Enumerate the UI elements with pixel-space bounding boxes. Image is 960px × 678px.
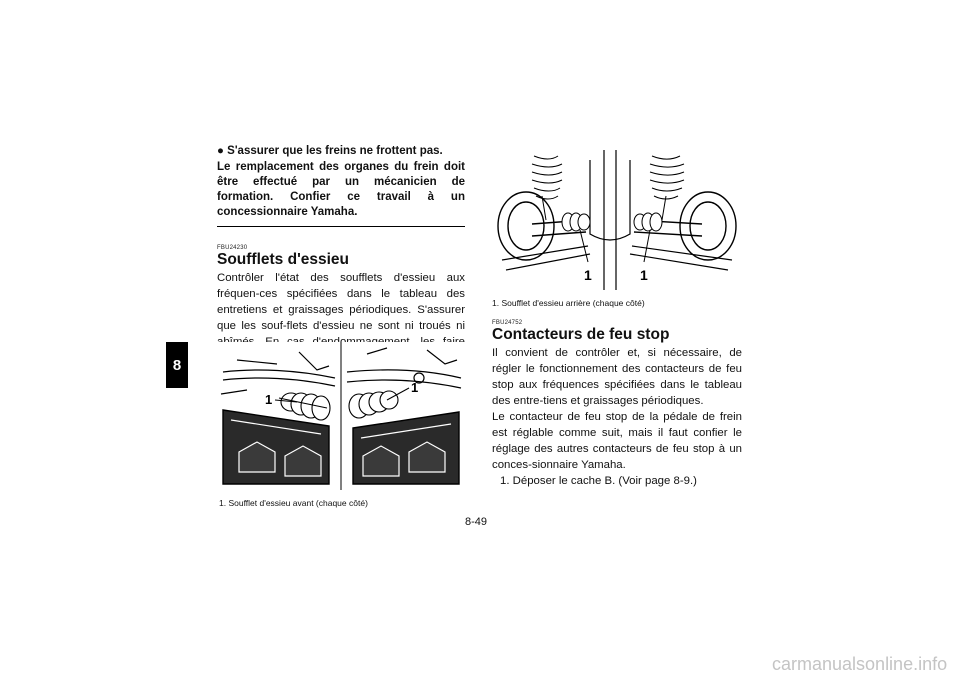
section-heading-2: Contacteurs de feu stop xyxy=(492,326,670,343)
left-column xyxy=(217,144,465,366)
section-paragraph: Contrôler l'état des soufflets d'essieu aux fréquen-ces spécifiées dans le tableau des entretiens et graissages périodiques. S'assurer que les souf-flets d'essieu ne sont ni troués ni xyxy=(217,272,465,332)
chapter-tab: 8 xyxy=(166,342,188,388)
warning-text: Le remplacement des organes du frein doit être effectué par un mécanicien de formation. Confier ce travail à un concessionnaire Yamaha. xyxy=(217,161,465,218)
rear-boot-drawing xyxy=(492,150,742,290)
divider xyxy=(217,226,465,227)
front-boot-drawing xyxy=(217,342,465,490)
section-heading: Soufflets d'essieu xyxy=(217,251,350,268)
bullet-item xyxy=(217,144,465,159)
front-callout-left: 1 xyxy=(265,392,273,407)
section-paragraph-2a: Il convient de contrôler et, si nécessaire, de régler le fonctionnement des contacteurs de feu stop aux fréquences spécifiées dans le tableau des entre-tiens et graissages périodiques. xyxy=(492,347,742,407)
front-callout-right: 1 xyxy=(411,380,419,395)
front-boot-caption: 1. Soufflet d'essieu avant (chaque côté) xyxy=(219,498,368,508)
bullet-text: S'assurer que les freins ne frottent pas. xyxy=(227,145,443,157)
bullet-icon: ● xyxy=(217,145,224,157)
right-column xyxy=(492,320,742,489)
rear-callout-right: 1 xyxy=(640,267,648,283)
step-1: 1. Déposer le cache B. (Voir page 8-9.) xyxy=(500,475,697,487)
rear-callout-left: 1 xyxy=(584,267,592,283)
front-axle-boot-illustration xyxy=(217,342,465,490)
page-number: 8-49 xyxy=(465,516,488,528)
section-code-2: FBU24752 xyxy=(492,320,523,326)
rear-axle-boot-illustration xyxy=(492,150,742,290)
section-code: FBU24230 xyxy=(217,245,248,251)
rear-boot-caption: 1. Soufflet d'essieu arrière (chaque côté) xyxy=(492,298,645,308)
watermark: carmanualsonline.info xyxy=(772,654,948,674)
section-paragraph-2b: Le contacteur de feu stop de la pédale de frein est réglable comme suit, mais il faut confier le réglage des autres contacteurs de feu stop à un conces-sionnaire Yamaha. xyxy=(492,411,742,471)
